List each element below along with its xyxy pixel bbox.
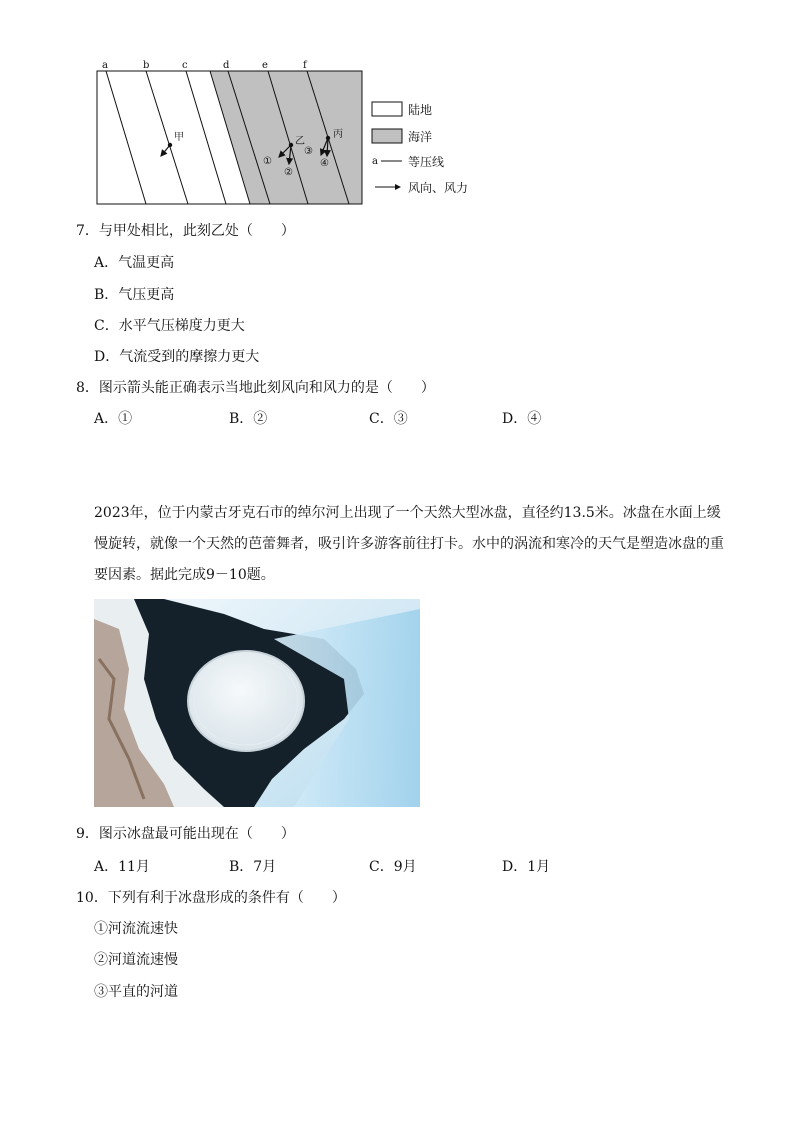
q7-option-a: A．气温更高	[94, 255, 175, 271]
q9-option-d: D．1月	[502, 859, 551, 875]
q9-option-a: A．11月	[94, 859, 150, 875]
legend-isobar-key: a	[372, 156, 378, 167]
q7-option-b: B．气压更高	[94, 287, 175, 303]
arrow-label-3: ③	[304, 146, 313, 157]
q7-stem: 7．与甲处相比，此刻乙处（ ）	[76, 223, 295, 239]
line-label-c: c	[182, 60, 188, 71]
point-bing-label: 丙	[333, 129, 343, 140]
line-label-d: d	[223, 60, 230, 71]
legend-isobar-label: 等压线	[408, 155, 445, 169]
q9-stem: 9．图示冰盘最可能出现在（ ）	[76, 826, 295, 842]
arrow-label-2: ②	[284, 167, 293, 178]
q9-option-c: C．9月	[369, 859, 417, 875]
legend-ocean-swatch	[372, 129, 402, 143]
passage-text: 2023年，位于内蒙古牙克石市的绰尔河上出现了一个天然大型冰盘，直径约13.5米。冰盘在水面上缓慢旋转，就像一个天然的芭蕾舞者，吸引许多游客前往打卡。水中的涡流和寒冷的天气是塑造冰盘的重要因素。据此完成9－10题。	[94, 505, 724, 583]
q8-option-d: D．④	[502, 411, 542, 427]
isobar-a	[106, 71, 146, 204]
q9-option-b: B．7月	[229, 859, 277, 875]
arrow-label-4: ④	[320, 158, 329, 169]
legend-wind-label: 风向、风力	[408, 181, 469, 195]
q8-stem: 8．图示箭头能正确表示当地此刻风向和风力的是（ ）	[76, 380, 435, 396]
point-yi-label: 乙	[295, 136, 305, 147]
line-label-e: e	[262, 60, 268, 71]
q7-option-c: C．水平气压梯度力更大	[94, 318, 245, 334]
wind-arrow-jia	[161, 145, 170, 156]
legend-land-label: 陆地	[408, 103, 433, 117]
q8-option-b: B．②	[229, 411, 268, 427]
line-label-f: f	[303, 60, 307, 71]
ice-disc-photo	[94, 599, 420, 807]
line-label-a: a	[102, 60, 108, 71]
q8-option-c: C．③	[369, 411, 408, 427]
legend-ocean-label: 海洋	[408, 130, 433, 144]
arrow-label-1: ①	[263, 156, 272, 167]
q8-option-a: A．①	[94, 411, 133, 427]
q10-item-1: ①河流流速快	[94, 921, 178, 937]
q10-item-3: ③平直的河道	[94, 984, 178, 1000]
q7-option-d: D．气流受到的摩擦力更大	[94, 349, 260, 365]
q10-stem: 10．下列有利于冰盘形成的条件有（ ）	[76, 890, 346, 906]
isobar-diagram	[0, 0, 794, 215]
line-label-b: b	[143, 60, 150, 71]
q10-item-2: ②河道流速慢	[94, 952, 178, 968]
point-jia-label: 甲	[174, 132, 184, 143]
legend-land-swatch	[372, 102, 402, 116]
